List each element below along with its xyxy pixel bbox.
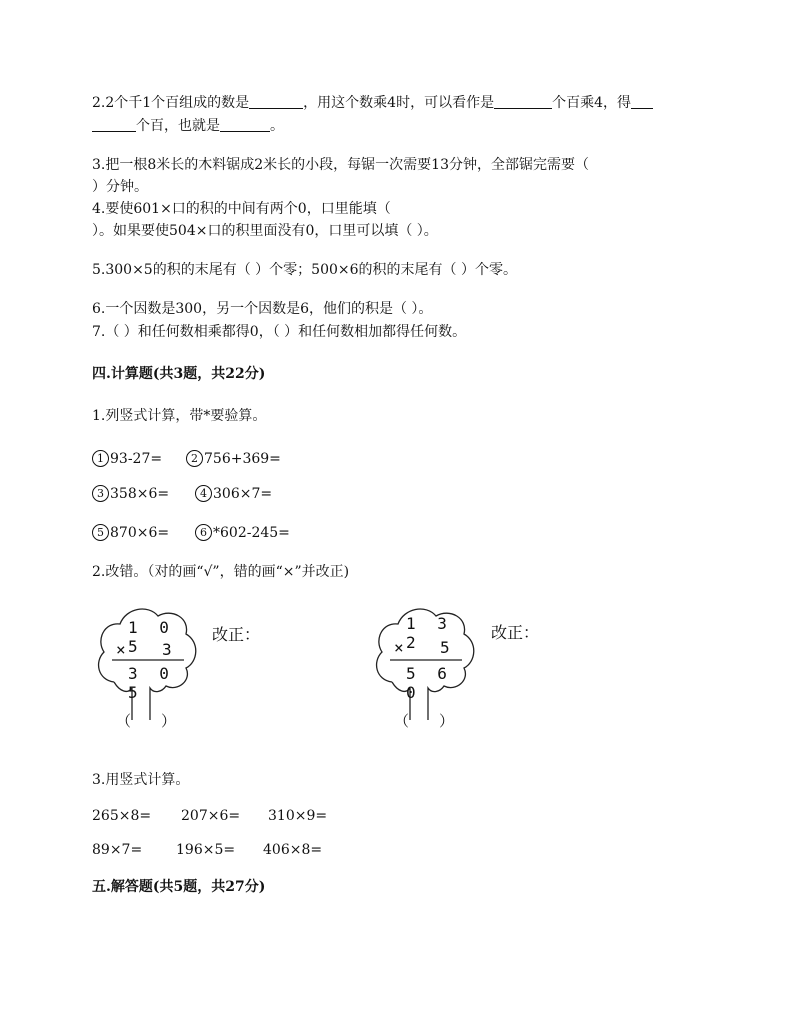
- answer-blank[interactable]: [220, 117, 270, 132]
- question-4-line2: ）。如果要使504×口的积里面没有0，口里可以填（ ）。: [92, 223, 438, 239]
- calc-row-2: [92, 484, 272, 504]
- calc-problem-1-title: 1.列竖式计算，带*要验算。: [92, 408, 267, 424]
- tree-2: [370, 600, 480, 740]
- calc-item: 6 *602-245=: [195, 523, 290, 543]
- tree-1-op: ×: [116, 640, 132, 659]
- question-3-line2: ）分钟。: [92, 179, 148, 195]
- tree-2-mult: 5: [440, 638, 456, 657]
- calc-item: 2 756+369=: [186, 449, 281, 469]
- tree-1-result: 3 0 5: [128, 664, 175, 702]
- tree-1-answer[interactable]: （ ）: [116, 712, 177, 730]
- calc-item: 406×8=: [263, 842, 323, 858]
- question-2: 2.2个千1个百组成的数是 ，用这个数乘4时，可以看作是 个百乘4，得: [92, 93, 653, 113]
- tree-2-answer[interactable]: （ ）: [394, 712, 455, 730]
- calc-item: 89×7=: [92, 842, 143, 858]
- calc-item: 310×9=: [268, 808, 328, 824]
- answer-blank[interactable]: [92, 117, 136, 132]
- question-7: 7.（ ）和任何数相乘都得0，（ ）和任何数相加都得任何数。: [92, 324, 467, 340]
- calc-item: 1 93-27=: [92, 449, 186, 469]
- answer-blank[interactable]: [249, 94, 303, 109]
- calc-item: 4 306×7=: [195, 484, 272, 504]
- calc-item: 5 870×6=: [92, 523, 195, 543]
- calc-item: 207×6=: [181, 808, 241, 824]
- calc-row-p3-2: [92, 840, 322, 860]
- question-5: 5.300×5的积的末尾有（ ）个零；500×6的积的末尾有（ ）个零。: [92, 262, 517, 278]
- answer-blank[interactable]: [494, 94, 552, 109]
- calc-row-1: [92, 449, 281, 469]
- calc-item: 196×5=: [176, 842, 236, 858]
- calc-problem-2-title: 2.改错。（对的画“√”，错的画“×”并改正): [92, 564, 350, 580]
- correction-label-1: 改正：: [212, 625, 261, 644]
- answer-blank[interactable]: [631, 94, 653, 109]
- tree-1: [92, 600, 202, 740]
- section-5-title: 五.解答题(共5题，共27分): [92, 879, 266, 895]
- calc-row-3: [92, 523, 290, 543]
- tree-2-op: ×: [394, 638, 410, 657]
- section-4-title: 四.计算题(共3题，共22分): [92, 366, 266, 382]
- question-3-line1: 3.把一根8米长的木料锯成2米长的小段，每锯一次需要13分钟，全部锯完需要（: [92, 157, 589, 173]
- correction-label-2: 改正：: [491, 623, 540, 642]
- question-6: 6.一个因数是300，另一个因数是6，他们的积是（ ）。: [92, 301, 433, 317]
- question-2-cont: 个百，也就是 。: [92, 116, 284, 136]
- calc-item: 3 358×6=: [92, 484, 195, 504]
- question-4-line1: 4.要使601×口的积的中间有两个0，口里能填（: [92, 201, 391, 217]
- tree-2-result: 5 6 0: [406, 664, 453, 702]
- tree-1-top: 1 0 5: [128, 618, 175, 656]
- tree-1-mult: 3: [162, 640, 178, 659]
- calc-problem-3-title: 3.用竖式计算。: [92, 772, 190, 788]
- tree-2-top: 1 3 2: [406, 614, 453, 652]
- calc-item: 265×8=: [92, 808, 152, 824]
- calc-row-p3-1: [92, 806, 327, 826]
